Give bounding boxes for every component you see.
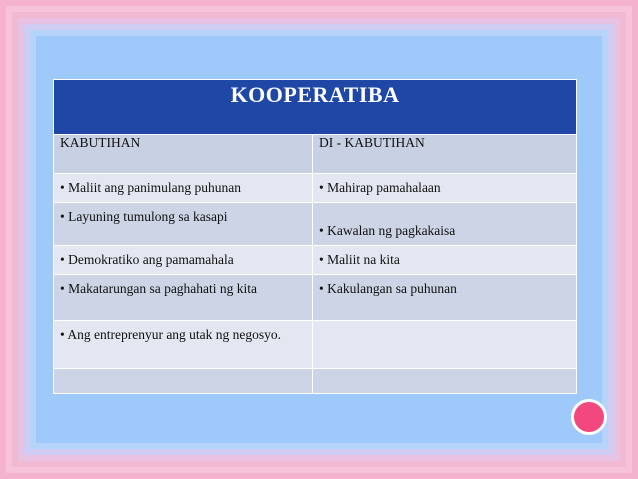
kooperatiba-table xyxy=(53,79,577,394)
cell-kabutihan: • Layuning tumulong sa kasapi xyxy=(54,203,313,246)
table-row xyxy=(54,174,577,203)
cell-di-kabutihan: • Kakulangan sa puhunan xyxy=(313,275,577,321)
table-row xyxy=(54,203,577,246)
table-title-row xyxy=(54,80,577,135)
header-kabutihan: KABUTIHAN xyxy=(54,135,313,174)
table-row xyxy=(54,369,577,394)
cell-kabutihan: • Demokratiko ang pamamahala xyxy=(54,246,313,275)
cell-di-kabutihan xyxy=(313,321,577,369)
cell-di-kabutihan: • Mahirap pamahalaan xyxy=(313,174,577,203)
cell-di-kabutihan: • Kawalan ng pagkakaisa xyxy=(313,203,577,246)
table-row xyxy=(54,321,577,369)
cell-di-kabutihan xyxy=(313,369,577,394)
table-row xyxy=(54,246,577,275)
cell-kabutihan: • Makatarungan sa paghahati ng kita xyxy=(54,275,313,321)
table-title: KOOPERATIBA xyxy=(54,80,577,135)
accent-circle-icon xyxy=(571,399,607,435)
cell-kabutihan: • Maliit ang panimulang puhunan xyxy=(54,174,313,203)
cell-kabutihan: • Ang entreprenyur ang utak ng negosyo. xyxy=(54,321,313,369)
table-header-row xyxy=(54,135,577,174)
header-di-kabutihan: DI - KABUTIHAN xyxy=(313,135,577,174)
table-row xyxy=(54,275,577,321)
cell-di-kabutihan: • Maliit na kita xyxy=(313,246,577,275)
cell-kabutihan xyxy=(54,369,313,394)
